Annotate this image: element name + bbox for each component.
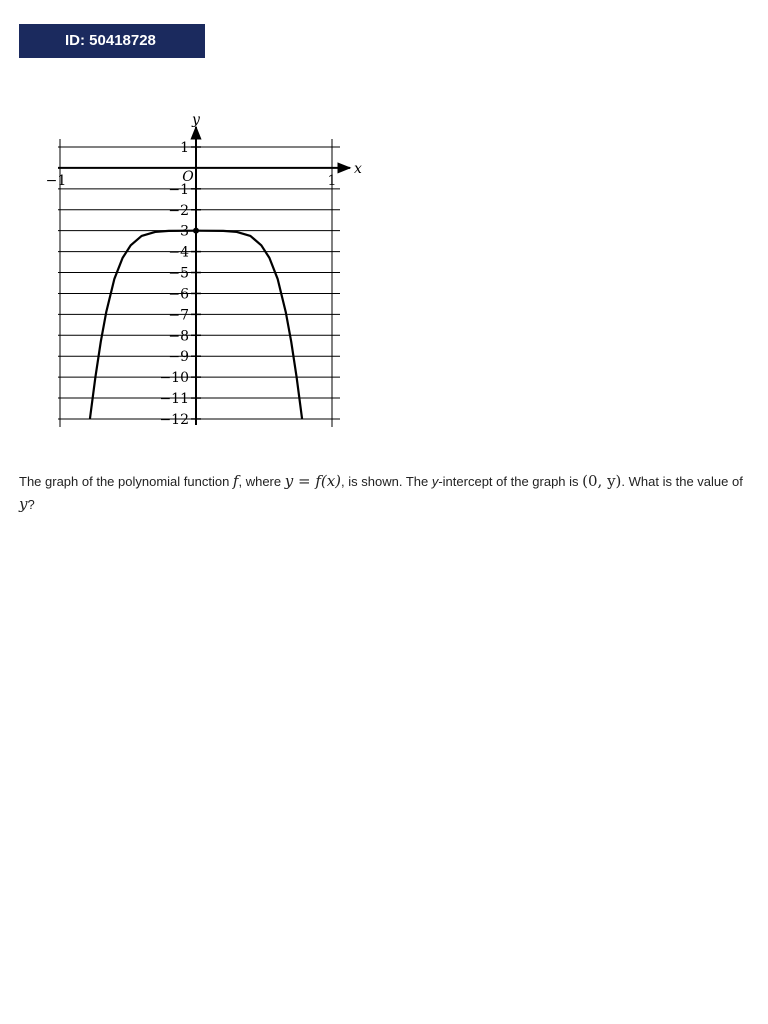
x-tick-label: 1 [327,172,337,189]
y-tick-label: −12 [159,411,189,428]
y-tick-label: −7 [168,307,189,324]
function-equation: y = f(x) [284,472,342,490]
y-axis-label: y [192,112,200,128]
polynomial-graph [40,108,360,443]
y-tick-label: −3 [168,223,189,240]
origin-label: O [182,168,194,185]
y-intercept-point [193,228,199,234]
y-tick-label: −11 [159,391,189,408]
question-text-part: , where [238,474,285,489]
question-text-part: -intercept of the graph is [438,474,583,489]
y-tick-label: −8 [168,328,189,345]
question-id-badge [19,24,205,58]
tick-labels [46,112,362,428]
y-tick-label: −4 [168,244,189,261]
y-tick-label: −1 [168,181,189,198]
y-tick-label: 1 [180,140,189,156]
question-text [19,470,749,516]
function-symbol: f [232,472,239,490]
y-tick-label: −10 [159,370,189,387]
question-id-label: ID: 50418728 [65,32,156,49]
x-axis-label: x [354,160,362,177]
y-tick-label: −5 [168,265,189,282]
y-word: y [431,474,439,489]
question-text-part: The graph of the polynomial function [19,474,233,489]
y-tick-label: −2 [168,202,189,219]
question-text-part: . What is the value of [621,474,743,489]
y-variable: y [19,495,28,513]
x-tick-label: −1 [45,172,67,189]
y-tick-label: −9 [168,349,189,366]
question-text-part: ? [27,497,35,512]
graph-svg [40,108,360,438]
y-tick-label: −6 [168,286,189,303]
axes [58,127,350,425]
intercept-point: (0, y) [582,472,622,490]
question-text-part: , is shown. The [341,474,432,489]
